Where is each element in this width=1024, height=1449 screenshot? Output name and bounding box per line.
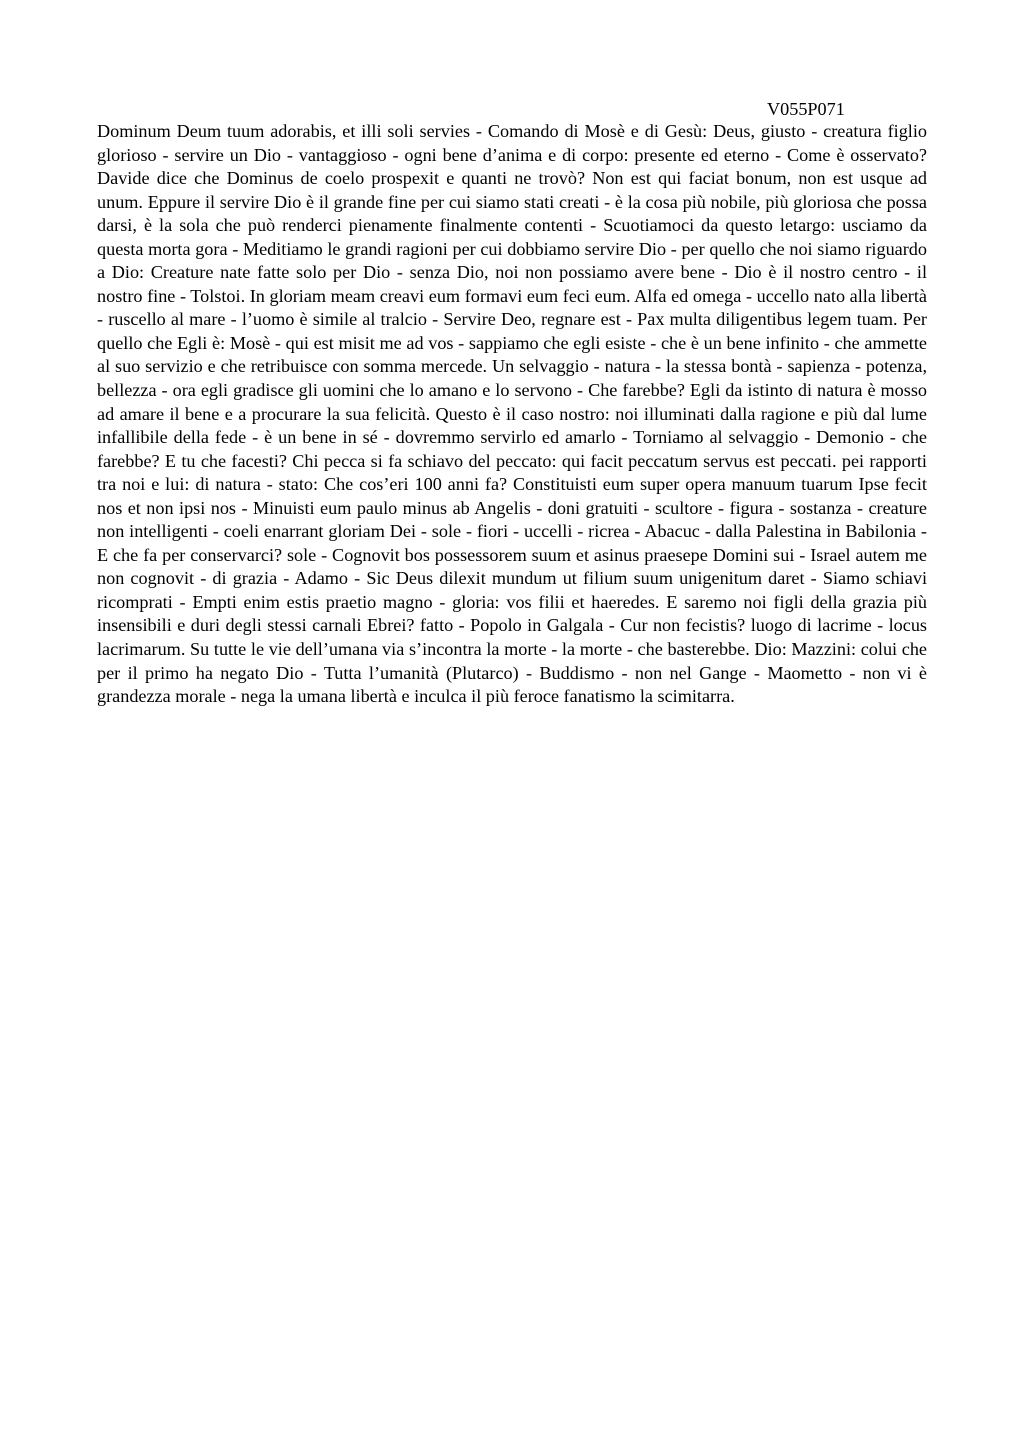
page-reference-code: V055P071	[767, 99, 845, 119]
body-paragraph: Dominum Deum tuum adorabis, et illi soli servies - Comando di Mosè e di Gesù: Deus, giusto - creatura figlio glorioso - servire un Dio - vantaggioso - ogni bene d’anima e di corpo: presente ed eterno - Come è osservato? Davide dice che Dominus de coelo prospexit e quanti ne trovò? Non est qui faciat bonum, non est usque ad unum. Eppure il servire Dio è il grande fine per cui siamo stati creati - è la cosa più nobile, più gloriosa che possa darsi, è la sola che può renderci pienamente finalmente contenti - Scuotiamoci da questo letargo: usciamo da questa morta gora - Meditiamo le grandi ragioni per cui dobbiamo servire Dio - per quello che noi siamo riguardo a Dio: Creature nate fatte solo per Dio - senza Dio, noi non possiamo avere bene - Dio è il nostro centro - il nostro fine - Tolstoi. In gloriam meam creavi eum formavi eum feci eum. Alfa ed omega - uccello nato alla libertà - ruscello al mare - l’uomo è simile al tralcio - Servire Deo, regnare est - Pax multa diligentibus legem tuam. Per quello che Egli è: Mosè - qui est misit me ad vos - sappiamo che egli esiste - che è un bene infinito - che ammette al suo servizio e che retribuisce con somma mercede. Un selvaggio - natura - la stessa bontà - sapienza - potenza, bellezza - ora egli gradisce gli uomini che lo amano e lo servono - Che farebbe? Egli da istinto di natura è mosso ad amare il bene e a procurare la sua felicità. Questo è il caso nostro: noi illuminati dalla ragione e più dal lume infallibile della fede - è un bene in sé - dovremmo servirlo ed amarlo - Torniamo al selvaggio - Demonio - che farebbe? E tu che facesti? Chi pecca si fa schiavo del peccato: qui facit peccatum servus est peccati. pei rapporti tra noi e lui: di natura - stato: Che cos’eri 100 anni fa? Constituisti eum super opera manuum tuarum Ipse fecit nos et non ipsi nos - Minuisti eum paulo minus ab Angelis - doni gratuiti - scultore - figura - sostanza - creature non intelligenti - coeli enarrant gloriam Dei - sole - fiori - uccelli - ricrea - Abacuc - dalla Palestina in Babilonia - E che fa per conservarci? sole - Cognovit bos possessorem suum et asinus praesepe Domini sui - Israel autem me non cognovit - di grazia - Adamo - Sic Deus dilexit mundum ut filium suum unigenitum daret - Siamo schiavi ricomprati - Empti enim estis praetio magno - gloria: vos filii et haeredes. E saremo noi figli della grazia più insensibili e duri degli stessi carnali Ebrei? fatto - Popolo in Galgala - Cur non fecistis? luogo di lacrime - locus lacrimarum. Su tutte le vie dell’umana via s’incontra la morte - la morte - che basterebbe. Dio: Mazzini: colui che per il primo ha negato Dio - Tutta l’umanità (Plutarco) - Buddismo - non nel Gange - Maometto - non vi è grandezza morale - nega la umana libertà e inculca il più feroce fanatismo la scimitarra.	[97, 121, 927, 707]
